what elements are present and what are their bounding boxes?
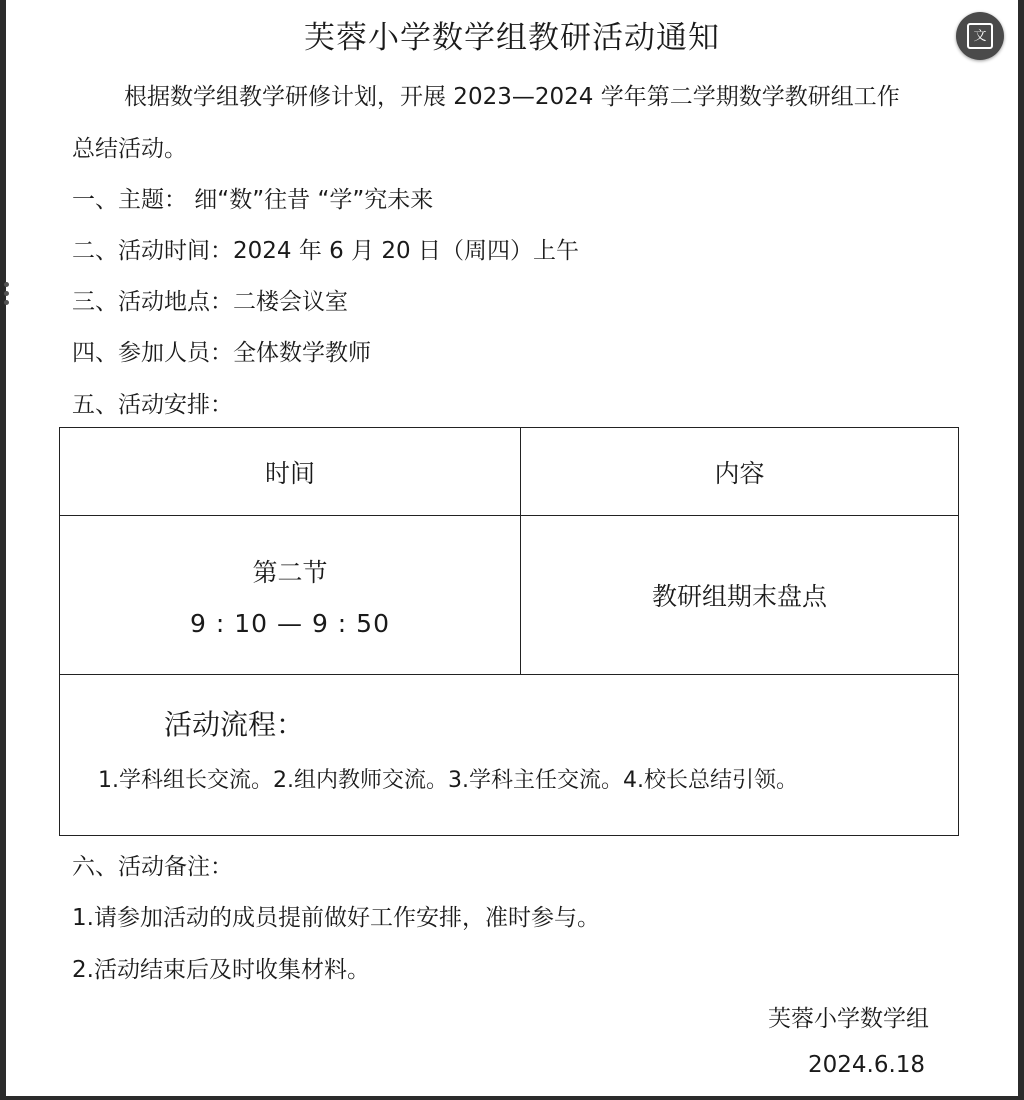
period-label: 第二节	[252, 557, 328, 587]
drag-handle-icon[interactable]	[3, 282, 11, 312]
period-time: 9 : 10 — 9 : 50	[190, 608, 390, 638]
note-2: 2.活动结束后及时收集材料。	[72, 957, 370, 983]
period-cell	[60, 516, 521, 675]
translate-button[interactable]	[956, 12, 1004, 60]
place-line: 三、活动地点：二楼会议室	[72, 289, 348, 315]
signature: 芙蓉小学数学组	[768, 1006, 929, 1032]
time-line: 二、活动时间：2024 年 6 月 20 日（周四）上午	[72, 238, 579, 264]
document-date: 2024.6.18	[808, 1052, 926, 1078]
flow-cell	[60, 675, 959, 836]
participants-line: 四、参加人员：全体数学教师	[72, 340, 371, 366]
document-title: 芙蓉小学数学组教研活动通知	[304, 20, 720, 56]
intro-paragraph-line-1: 根据数学组教学研修计划，开展 2023—2024 学年第二学期数学教研组工作	[124, 84, 900, 110]
header-content-cell: 内容	[521, 428, 959, 516]
theme-line: 一、主题： 细“数”往昔 “学”究未来	[72, 187, 434, 213]
flow-title: 活动流程：	[164, 708, 305, 741]
table-row	[60, 516, 959, 675]
schedule-heading: 五、活动安排：	[72, 392, 233, 418]
content-cell: 教研组期末盘点	[521, 516, 959, 675]
document-page	[6, 0, 1018, 1096]
table-header-row	[60, 428, 959, 516]
flow-steps: 1.学科组长交流。2.组内教师交流。3.学科主任交流。4.校长总结引领。	[98, 768, 798, 793]
table-row	[60, 675, 959, 836]
notes-heading: 六、活动备注：	[72, 854, 233, 880]
schedule-table	[59, 427, 959, 836]
header-time-cell: 时间	[60, 428, 521, 516]
translate-icon: 文	[967, 23, 993, 49]
intro-paragraph-line-2: 总结活动。	[72, 136, 187, 162]
note-1: 1.请参加活动的成员提前做好工作安排，准时参与。	[72, 905, 600, 931]
